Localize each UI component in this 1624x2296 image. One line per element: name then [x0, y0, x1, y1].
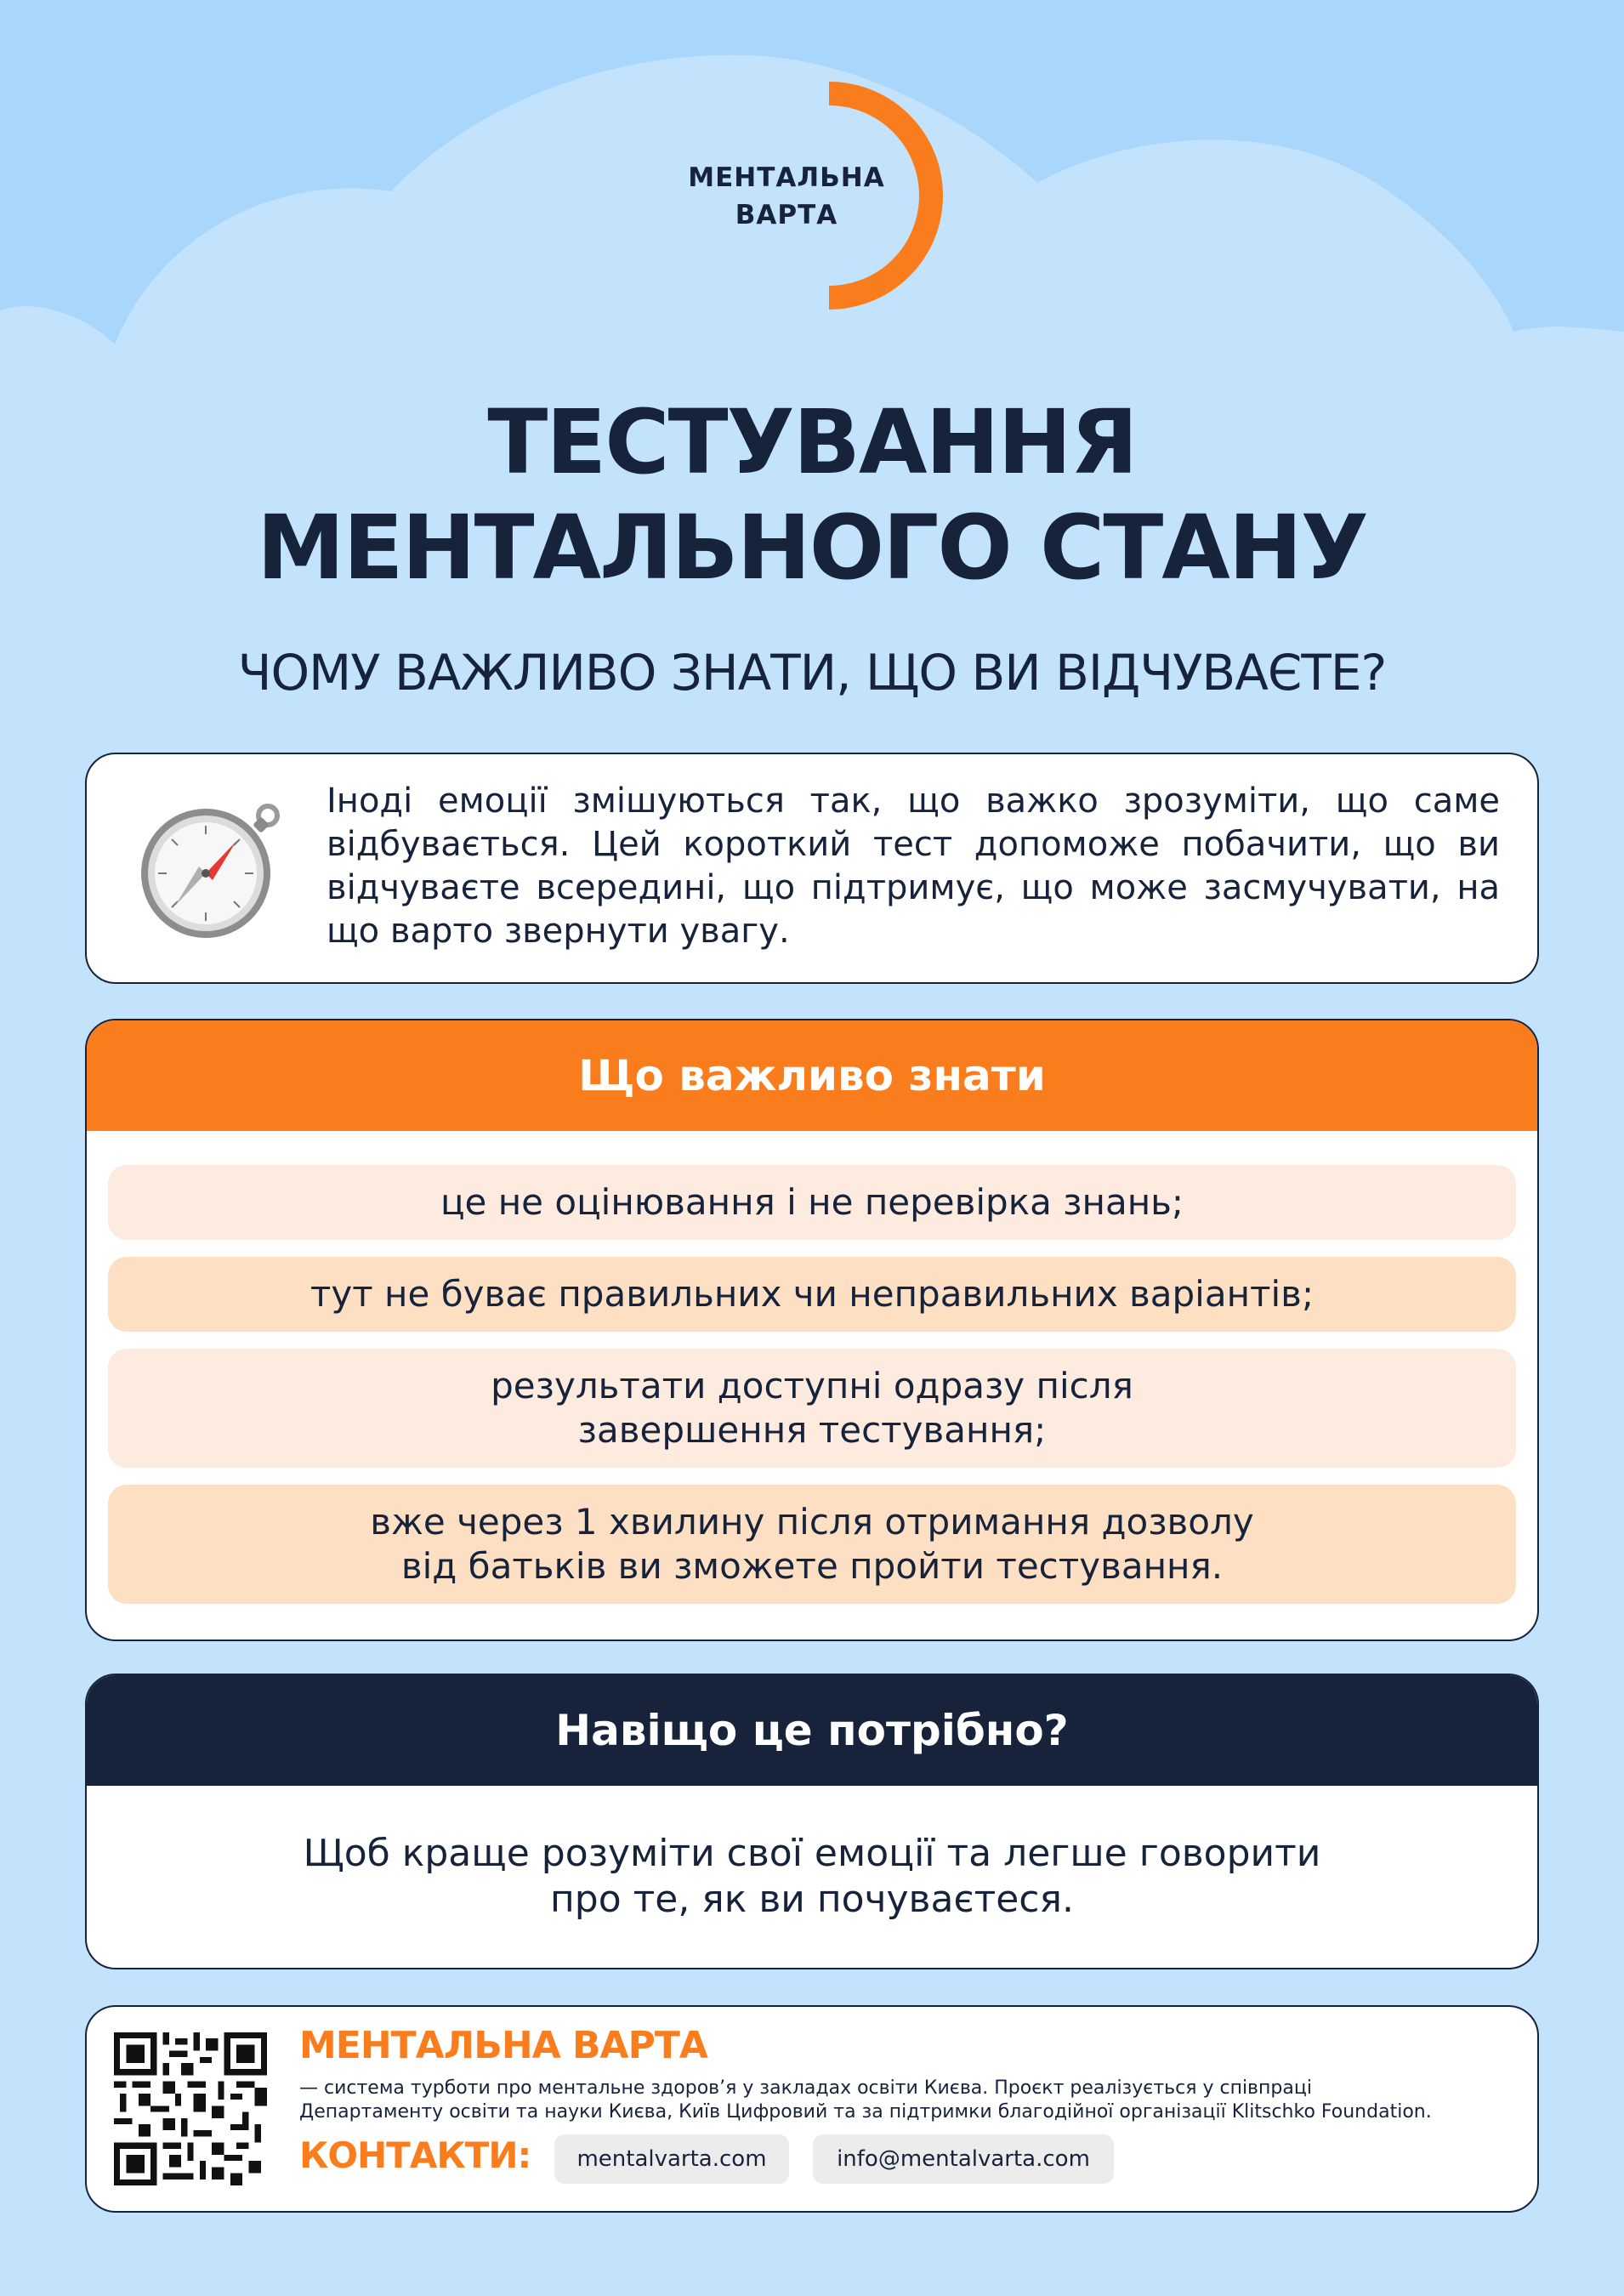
why-card: [85, 1674, 1539, 1969]
list-item: [108, 1349, 1516, 1468]
list-item-text: тут не буває правильних чи неправильних варіантів;: [309, 1273, 1315, 1315]
title-line-1: ТЕСТУВАННЯ: [487, 390, 1137, 494]
why-heading: Навіщо це потрібно?: [87, 1675, 1537, 1786]
page-subtitle: ЧОМУ ВАЖЛИВО ЗНАТИ, ЩО ВИ ВІДЧУВАЄТЕ?: [237, 644, 1387, 702]
footer-description-line-1: — система турботи про ментальне здоров’я у закладах освіти Києва. Проєкт реалізується у співпраці: [299, 2077, 1312, 2099]
qr-code-icon[interactable]: [114, 2032, 267, 2185]
footer-description: [299, 2077, 1507, 2124]
important-heading: Що важливо знати: [87, 1020, 1537, 1131]
page-title: [0, 389, 1624, 600]
logo-line-1: МЕНТАЛЬНА: [688, 162, 885, 193]
list-item: [108, 1257, 1516, 1332]
footer-card: [85, 2005, 1539, 2213]
important-list: [87, 1131, 1537, 1604]
footer-description-line-2: Департаменту освіти та науки Києва, Київ Цифровий та за підтримки благодійної організації Klitschko Foundation.: [299, 2101, 1432, 2123]
intro-text: Іноді емоції змішуються так, що важко зрозуміти, що саме відбувається. Цей короткий тест допоможе побачити, що ви відчуваєте всередині, що підтримує, що може засмучувати, на що варто звернути увагу.: [327, 781, 1500, 951]
website-link[interactable]: mentalvarta.com: [554, 2134, 789, 2184]
logo-line-2: ВАРТА: [735, 200, 838, 230]
email-link[interactable]: info@mentalvarta.com: [813, 2134, 1114, 2184]
list-item-text: результати доступні одразу після: [491, 1365, 1133, 1407]
list-item-text: від батьків ви зможете пройти тестування.: [400, 1545, 1224, 1587]
title-line-2: МЕНТАЛЬНОГО СТАНУ: [257, 496, 1367, 600]
contacts-label: КОНТАКТИ:: [299, 2134, 531, 2176]
list-item-text: вже через 1 хвилину після отримання дозволу: [370, 1501, 1254, 1543]
list-item: [108, 1165, 1516, 1240]
list-item-text: це не оцінювання і не перевірка знань;: [440, 1181, 1184, 1223]
compass-icon: [136, 797, 281, 941]
logo: [672, 81, 952, 310]
list-item-text: завершення тестування;: [577, 1409, 1047, 1451]
intro-card: [85, 753, 1539, 984]
why-text: [87, 1786, 1537, 1968]
list-item: [108, 1485, 1516, 1604]
logo-text: [672, 159, 901, 234]
why-line-1: Щоб краще розуміти свої емоції та легше говорити: [303, 1832, 1321, 1875]
footer-brand: МЕНТАЛЬНА ВАРТА: [299, 2024, 707, 2067]
why-line-2: про те, як ви почуваєтеся.: [550, 1878, 1074, 1921]
important-card: [85, 1019, 1539, 1641]
